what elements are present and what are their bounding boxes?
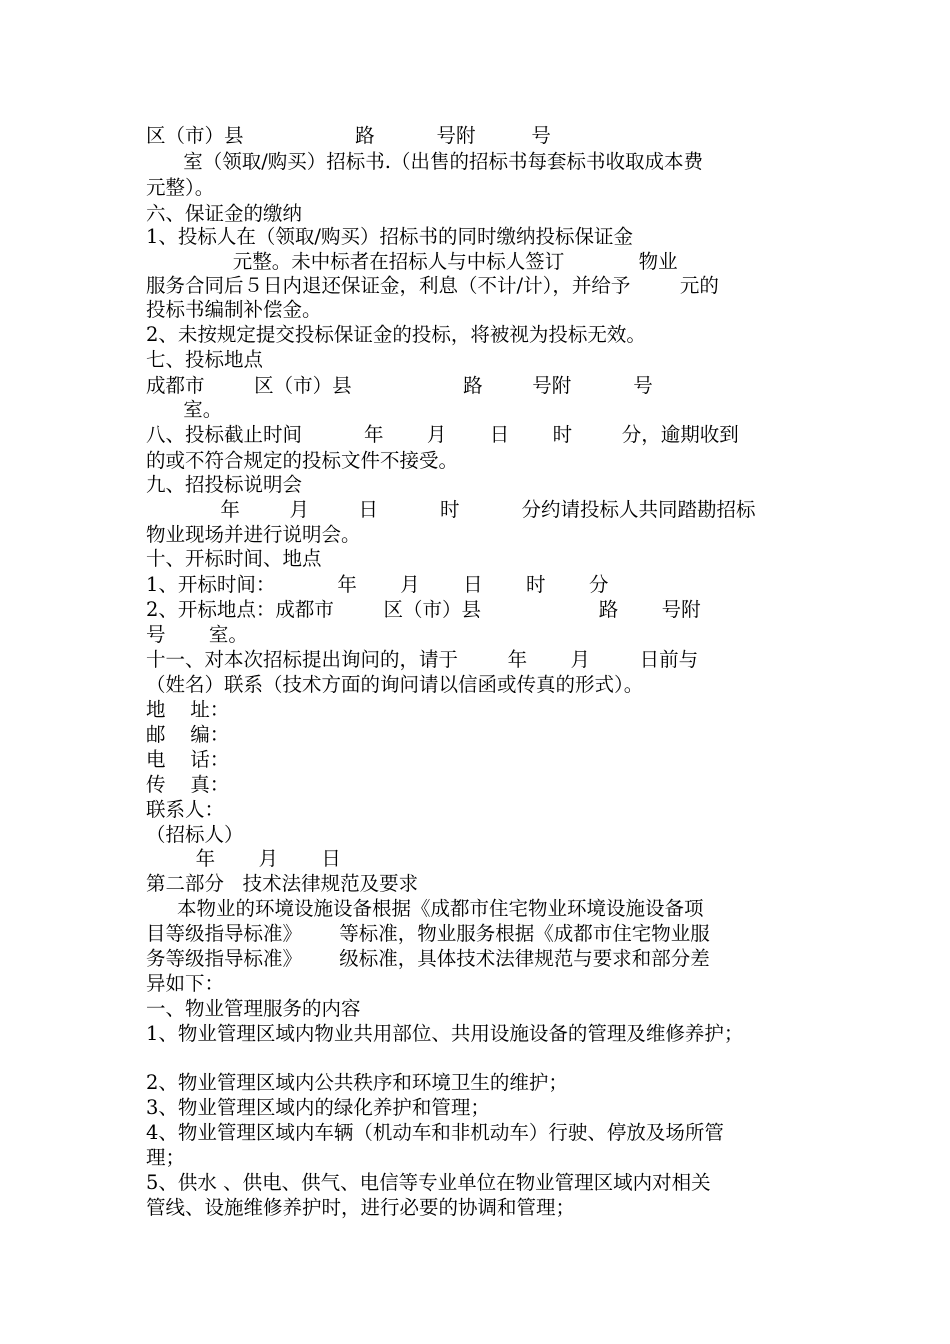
part-heading: 第二部分 技术法律规范及要求 xyxy=(146,872,419,895)
section-heading: 六、保证金的缴纳 xyxy=(146,202,303,225)
contact-person: 联系人： xyxy=(146,798,225,821)
signature-date: 年 月 日 xyxy=(146,847,341,870)
text-line: 2、未按规定提交投标保证金的投标，将被视为投标无效。 xyxy=(146,323,646,346)
section-heading: 九、招投标说明会 xyxy=(146,473,303,496)
contact-fax: 传 真： xyxy=(146,773,230,796)
text-line: 服务合同后５日内退还保证金，利息（不计/计），并给予 元的 xyxy=(146,274,719,297)
text-line: （姓名）联系（技术方面的询问请以信函或传真的形式）。 xyxy=(146,673,644,696)
text-line: 投标书编制补偿金。 xyxy=(146,298,322,321)
text-line: 区（市）县 路 号附 号 xyxy=(146,124,551,147)
text-line: 异如下： xyxy=(146,972,225,995)
contact-phone: 电 话： xyxy=(146,748,230,771)
list-item: 1、物业管理区域内物业共用部位、共用设施设备的管理及维修养护； xyxy=(146,1022,744,1045)
text-line: 室。 xyxy=(146,398,223,421)
text-line: 号 室。 xyxy=(146,623,248,646)
text-line: 管线、设施维修养护时，进行必要的协调和管理； xyxy=(146,1196,576,1219)
contact-postcode: 邮 编： xyxy=(146,723,230,746)
section-heading: 八、投标截止时间 年 月 日 时 分，逾期收到 xyxy=(146,423,739,446)
text-line: 务等级指导标准》 级标准，具体技术法律规范与要求和部分差 xyxy=(146,947,710,970)
list-item: 5、供水 、供电、供气、电信等专业单位在物业管理区域内对相关 xyxy=(146,1171,711,1194)
text-line: 目等级指导标准》 等标准，物业服务根据《成都市住宅物业服 xyxy=(146,922,710,945)
signatory: （招标人） xyxy=(146,823,244,846)
contact-address: 地 址： xyxy=(146,698,230,721)
text-line: 本物业的环境设施设备根据《成都市住宅物业环境设施设备项 xyxy=(146,897,704,920)
list-item: 4、物业管理区域内车辆（机动车和非机动车）行驶、停放及场所管 xyxy=(146,1121,724,1144)
section-heading: 一、物业管理服务的内容 xyxy=(146,997,361,1020)
text-line: 室（领取/购买）招标书.（出售的招标书每套标书收取成本费 xyxy=(146,150,703,173)
text-line: 2、开标地点：成都市 区（市）县 路 号附 xyxy=(146,598,701,621)
text-line: 的或不符合规定的投标文件不接受。 xyxy=(146,449,459,472)
text-line: 物业现场并进行说明会。 xyxy=(146,523,361,546)
text-line: 成都市 区（市）县 路 号附 号 xyxy=(146,374,653,397)
section-heading: 七、投标地点 xyxy=(146,348,264,371)
text-line: 年 月 日 时 分约请投标人共同踏勘招标 xyxy=(146,498,756,521)
section-heading: 十一、对本次招标提出询问的，请于 年 月 日前与 xyxy=(146,648,699,671)
text-line: 1、投标人在（领取/购买）招标书的同时缴纳投标保证金 xyxy=(146,225,633,248)
text-line: 1、开标时间： 年 月 日 时 分 xyxy=(146,573,609,596)
text-line: 元整）。 xyxy=(146,176,215,199)
list-item: 2、物业管理区域内公共秩序和环境卫生的维护； xyxy=(146,1071,568,1094)
text-line: 理； xyxy=(146,1146,186,1169)
list-item: 3、物业管理区域内的绿化养护和管理； xyxy=(146,1096,490,1119)
section-heading: 十、开标时间、地点 xyxy=(146,547,322,570)
text-line: 元整。未中标者在招标人与中标人签订 物业 xyxy=(146,250,678,273)
